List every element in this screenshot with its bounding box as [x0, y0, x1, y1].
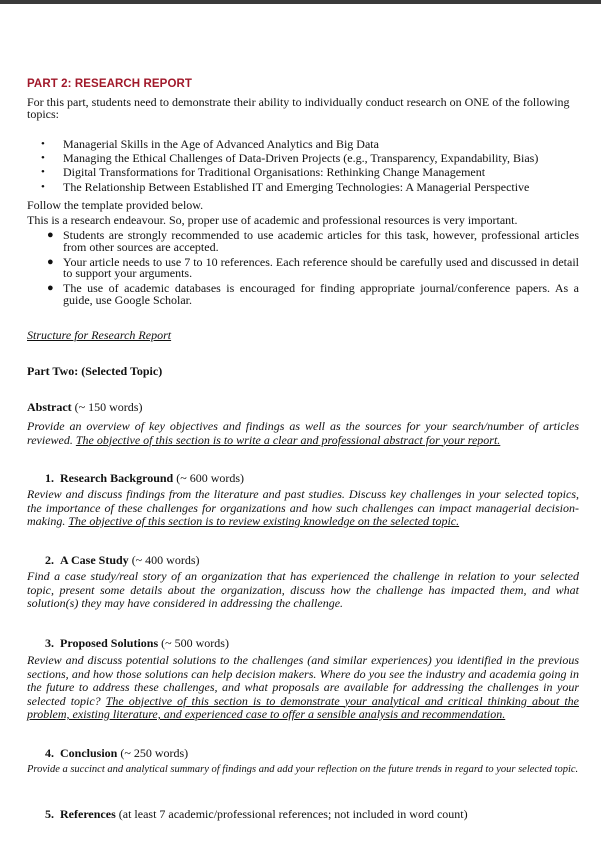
- section-heading: 1. Research Background (~ 600 words): [45, 471, 245, 485]
- list-item: ● Your article needs to use 7 to 10 references. Each reference should be carefully used and discussed in detail to support your arguments.: [27, 257, 579, 280]
- bullet-icon: ●: [47, 255, 54, 268]
- bullet-icon: •: [41, 180, 45, 193]
- abstract-objective: The objective of this section is to write a clear and professional abstract for your report.: [75, 432, 501, 447]
- section-description: Review and discuss potential solutions to the challenges (and similar experiences) you identified in the previous sections, and how those solutions can help decision makers. Where do you see the industry and academia going in the future to address these challenges, and what proposals are available for addressing the challenges in your selected topic? The objective of this section is to demonstrate your analytical and critical thinking about the problem, existing literature, and experienced case to offer a sensible analysis and recommendation.: [27, 653, 579, 721]
- section-heading: 3. Proposed Solutions (~ 500 words): [45, 636, 229, 650]
- follow-template-text: Follow the template provided below.: [27, 198, 204, 212]
- topic-list: [27, 139, 579, 193]
- section-description: Provide a succinct and analytical summary of findings and add your reflection on the future trends in regard to your selected topic.: [27, 764, 579, 775]
- list-item: • Managerial Skills in the Age of Advanced Analytics and Big Data: [27, 139, 579, 151]
- part-title: PART 2: RESEARCH REPORT: [27, 78, 193, 90]
- section-objective: The objective of this section is to review existing knowledge on the selected topic.: [68, 514, 460, 528]
- bullet-icon: ●: [47, 229, 54, 241]
- intro-paragraph: For this part, students need to demonstrate their ability to individually conduct research on ONE of the following topics:: [27, 95, 570, 121]
- window-top-bar: [0, 0, 601, 4]
- bullet-icon: ●: [47, 282, 54, 294]
- guideline-list: [27, 230, 579, 306]
- abstract-description: Provide an overview of key objectives and findings as well as the sources for your search/number of articles reviewed. The objective of this section is to write a clear and professional abstract for your report.: [27, 419, 579, 447]
- bullet-icon: •: [41, 152, 45, 165]
- bullet-icon: •: [41, 166, 45, 179]
- abstract-word-count: (~ 150 words): [74, 400, 143, 414]
- list-item: ● The use of academic databases is encouraged for finding appropriate journal/conference papers. As a guide, use Google Scholar.: [27, 283, 579, 306]
- list-item: ● Students are strongly recommended to use academic articles for this task, however, professional articles from other sources are accepted.: [27, 230, 579, 253]
- list-item: • The Relationship Between Established IT and Emerging Technologies: A Managerial Perspective: [27, 182, 579, 194]
- list-item: • Managing the Ethical Challenges of Data-Driven Projects (e.g., Transparency, Expandability, Bias): [27, 153, 579, 165]
- abstract-heading: [27, 402, 579, 414]
- section-description: Review and discuss findings from the literature and past studies. Discuss key challenges in your selected topics, the importance of these challenges for organizations and how such challenges can impact managerial decision-making. The objective of this section is to review existing knowledge on the selected topic.: [27, 487, 579, 528]
- bullet-icon: •: [41, 138, 45, 150]
- structure-title: Structure for Research Report: [27, 328, 172, 342]
- abstract-title: Abstract: [27, 400, 72, 414]
- section-heading: 2. A Case Study (~ 400 words): [45, 553, 200, 567]
- section-heading: 4. Conclusion (~ 250 words): [45, 746, 189, 760]
- endeavour-text: This is a research endeavour. So, proper use of academic and professional resources is very important.: [27, 213, 518, 227]
- part-two-heading: Part Two: (Selected Topic): [27, 364, 163, 378]
- section-objective: The objective of this section is to demonstrate your analytical and critical thinking about the problem, existing literature, and experienced case to offer a sensible analysis and recommendation.: [27, 693, 579, 721]
- list-item: • Digital Transformations for Traditional Organisations: Rethinking Change Management: [27, 167, 579, 179]
- section-heading: 5. References (at least 7 academic/professional references; not included in word count): [45, 807, 468, 821]
- section-description: Find a case study/real story of an organization that has experienced the challenge in relation to your selected topic, present some details about the organization, discuss how the challenge has impacted them, and what solution(s) they may have considered in addressing the challenge.: [27, 569, 579, 610]
